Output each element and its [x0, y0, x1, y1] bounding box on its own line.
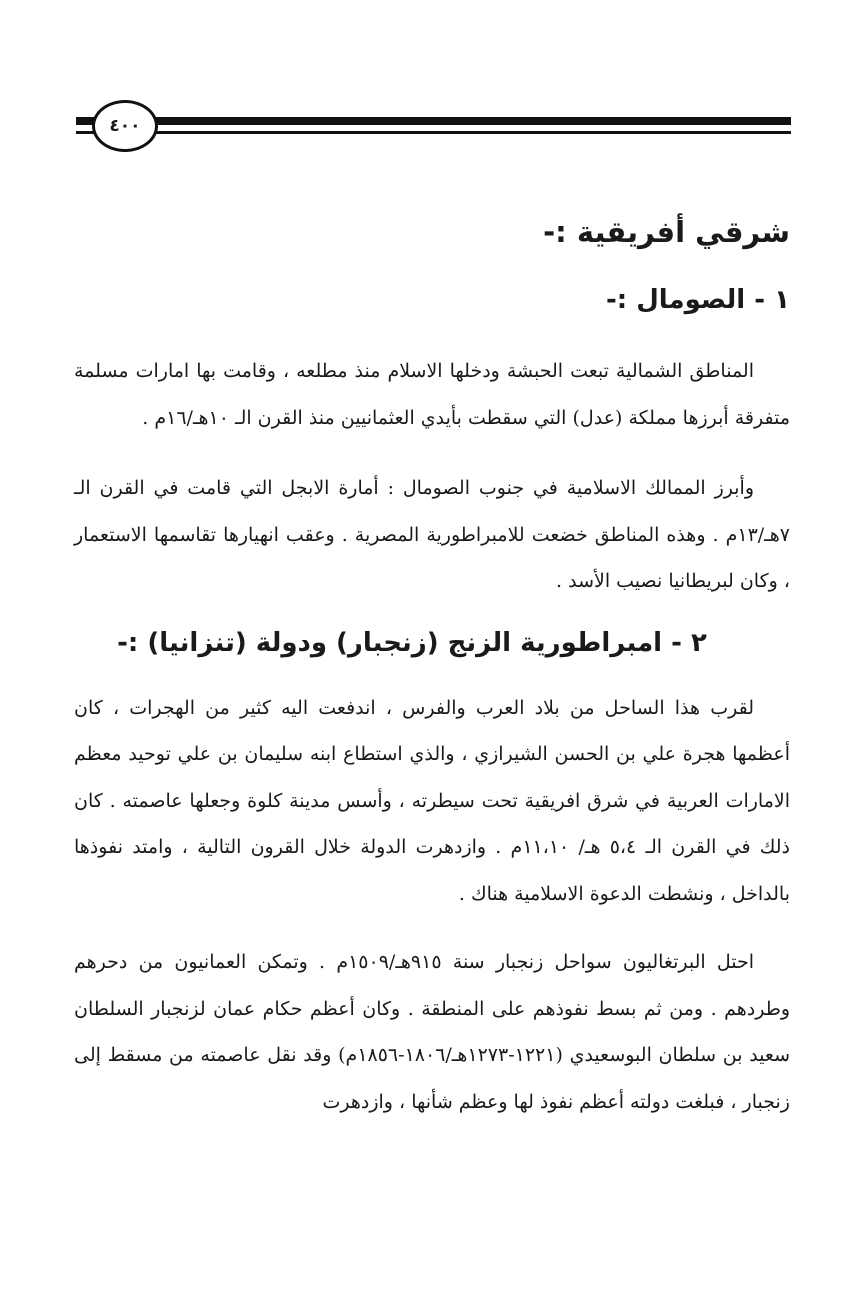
paragraph-somalia-north: المناطق الشمالية تبعت الحبشة ودخلها الاسلام منذ مطلعه ، وقامت بها امارات مسلمة متفرقة أبرزها مملكة (عدل) التي سقطت بأيدي العثمانيين منذ القرن الـ ١٠هـ/١٦م . — [74, 360, 790, 429]
paragraph-somalia-south: وأبرز الممالك الاسلامية في جنوب الصومال : أمارة الابجل التي قامت في القرن الـ ٧هـ/١٣م . وهذه المناطق خضعت للامبراطورية المصرية . وعقب انهيارها تقاسمها الاستعمار ، وكان لبريطانيا نصيب الأسد . — [74, 477, 790, 592]
page-number: ٤٠٠ — [109, 116, 141, 136]
paragraph-zanj-migrations: لقرب هذا الساحل من بلاد العرب والفرس ، اندفعت اليه كثير من الهجرات ، كان أعظمها هجرة علي بن الحسن الشيرازي ، والذي استطاع ابنه سليمان بن علي توحيد معظم الامارات العربية في شرق افريقية تحت سيطرته ، وأسس مدينة كلوة وجعلها عاصمته . كان ذلك في القرن الـ ٥،٤ هـ/ ١١،١٠م . وازدهرت الدولة خلال القرون التالية ، وامتد نفوذها بالداخل ، ونشطت الدعوة الاسلامية هناك . — [74, 696, 791, 905]
heading-zanj-empire: ٢ - امبراطورية الزنج (زنجبار) ودولة (تنزانيا) :- — [117, 627, 707, 658]
header-rule-thin — [76, 131, 791, 134]
section-title-east-africa: شرقي أفريقية :- — [543, 215, 790, 249]
page-content — [74, 196, 790, 1125]
paragraph-zanj-portuguese: احتل البرتغاليون سواحل زنجبار سنة ٩١٥هـ/١٥٠٩م . وتمكن العمانيون من دحرهم وطردهم . ومن ثم بسط نفوذهم على المنطقة . وكان أعظم حكام عمان لزنجبار السلطان سعيد بن سلطان البوسعيدي (١٢٢١-١٢٧٣هـ/١٨٠٦-١٨٥٦م) وقد نقل عاصمته من مسقط إلى زنجبار ، فبلغت دولته أعظم نفوذ لها وعظم شأنها ، وازدهرت — [74, 951, 790, 1113]
heading-somalia: ١ - الصومال :- — [605, 285, 790, 315]
header-rule-thick — [76, 117, 791, 125]
page-number-oval — [92, 100, 158, 152]
page-header — [76, 98, 791, 156]
